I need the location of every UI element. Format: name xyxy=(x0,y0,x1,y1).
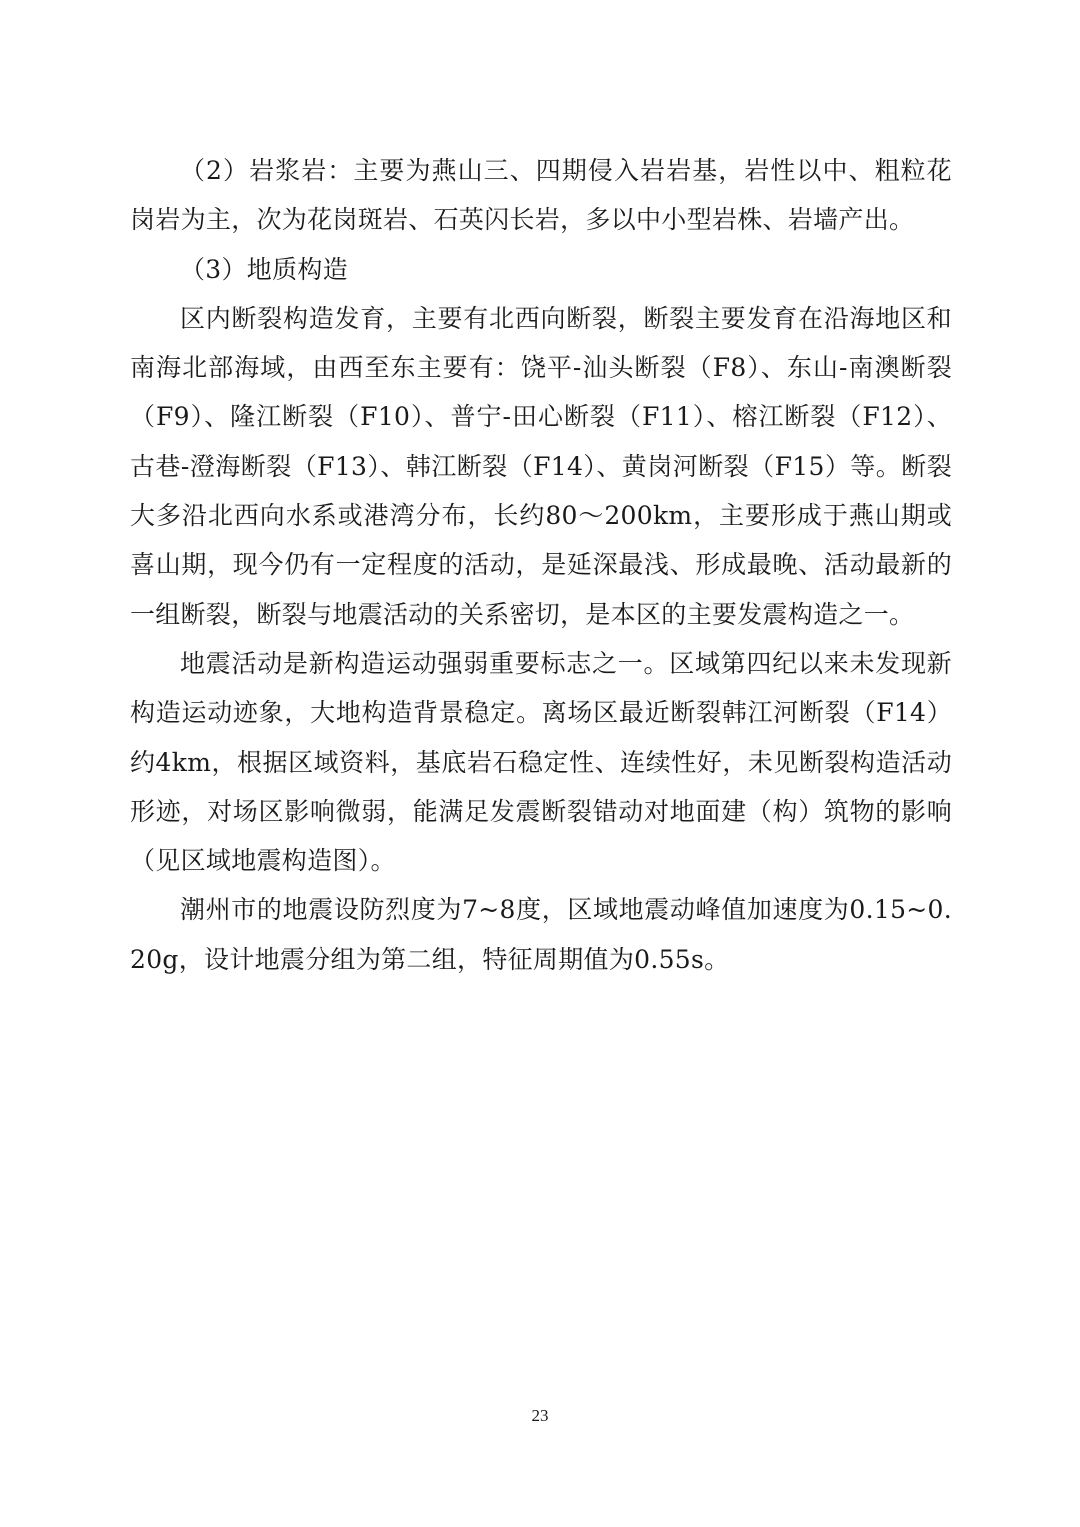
paragraph-fault-structures: 区内断裂构造发育，主要有北西向断裂，断裂主要发育在沿海地区和南海北部海域，由西至东主要有：饶平-汕头断裂（F8）、东山-南澳断裂（F9）、隆江断裂（F10）、普宁-田心断裂（F11）、榕江断裂（F12）、古巷-澄海断裂（F13）、韩江断裂（F14）、黄岗河断裂（F15）等。断裂大多沿北西向水系或港湾分布，长约80～200km，主要形成于燕山期或喜山期，现今仍有一定程度的活动，是延深最浅、形成最晚、活动最新的一组断裂，断裂与地震活动的关系密切，是本区的主要发震构造之一。 xyxy=(130,303,952,629)
paragraph-magmatic-rock: （2）岩浆岩：主要为燕山三、四期侵入岩岩基，岩性以中、粗粒花岗岩为主，次为花岗斑岩、石英闪长岩，多以中小型岩株、岩墙产出。 xyxy=(130,156,952,235)
page-number: 23 xyxy=(531,1406,549,1425)
section-heading-geologic-structure: （3）地质构造 xyxy=(180,254,349,284)
paragraph-seismic-fortification: 潮州市的地震设防烈度为7~8度，区域地震动峰值加速度为0.15~0.20g，设计地震分组为第二组，特征周期值为0.55s。 xyxy=(130,895,952,974)
paragraph-seismic-activity: 地震活动是新构造运动强弱重要标志之一。区域第四纪以来未发现新构造运动迹象，大地构造背景稳定。离场区最近断裂韩江河断裂（F14）约4km，根据区域资料，基底岩石稳定性、连续性好，未见断裂构造活动形迹，对场区影响微弱，能满足发震断裂错动对地面建（构）筑物的影响（见区域地震构造图）。 xyxy=(130,648,952,876)
document-page xyxy=(130,146,952,984)
